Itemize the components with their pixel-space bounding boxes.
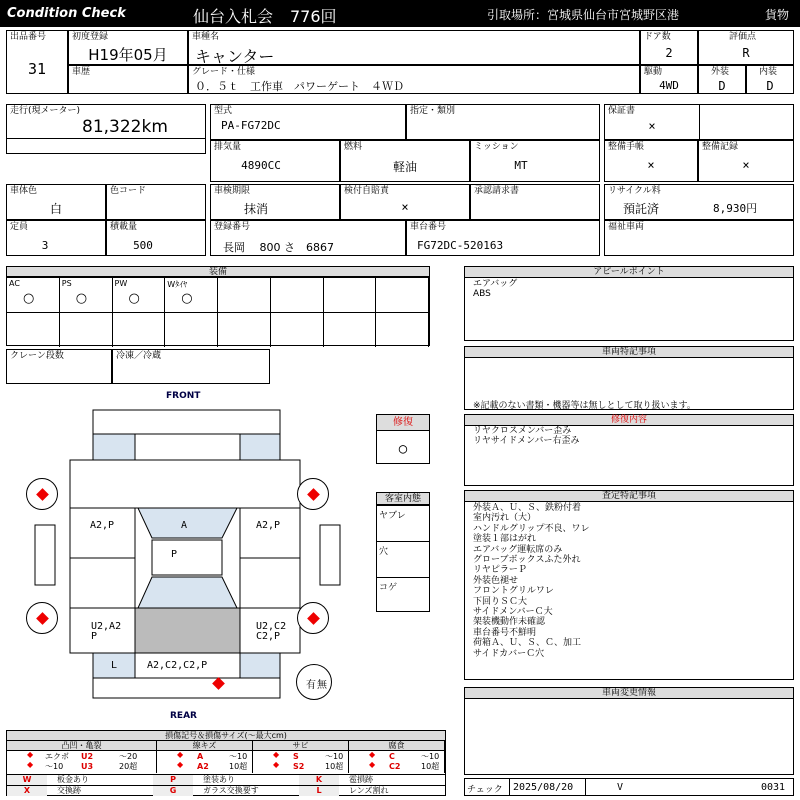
grade-cell: グレード・仕様 ０．５ｔ 工作車 パワーゲート ４ＷＤ xyxy=(188,65,640,94)
equipment-mark: ○ xyxy=(23,291,35,306)
legend-code xyxy=(299,774,445,785)
legend-diamond-icon: ◆ xyxy=(177,760,184,769)
check-mark: V xyxy=(617,782,624,793)
appeal-lines xyxy=(473,279,517,299)
legend-group-name: 腐食 xyxy=(349,741,444,751)
mark-rear-right-a: U2,C2 xyxy=(256,621,287,632)
legend-code-letter: X xyxy=(7,786,47,796)
int-grade: D xyxy=(766,79,774,93)
legend-cell: C2 xyxy=(389,762,401,771)
mission: MT xyxy=(514,159,528,172)
front-label: FRONT xyxy=(166,391,201,401)
car-name: キャンター xyxy=(195,47,275,66)
pickup-location: 引取場所：宮城県仙台市宮城野区港 xyxy=(487,8,680,22)
claim-cell: 承認請求書 xyxy=(470,184,600,220)
legend-diamond-icon: ◆ xyxy=(177,750,184,759)
legend-title: 損傷記号＆損傷サイズ(〜最大cm) xyxy=(7,731,445,741)
text-line: ハンドルグリップ不良、ワレ xyxy=(473,523,590,534)
spare-yes: 有 xyxy=(306,680,316,691)
mark-rear-bumper: A2,C2,C2,P xyxy=(147,660,208,671)
color-cell: 車体色 白 xyxy=(6,184,106,220)
damage-legend xyxy=(6,730,446,796)
repair-lines xyxy=(473,426,579,446)
text-line: 車台番号不鮮明 xyxy=(473,627,537,638)
legend-cell: 10超 xyxy=(325,762,344,771)
equipment-slot xyxy=(7,312,60,347)
insurance: × xyxy=(401,200,409,214)
spare-no: 無 xyxy=(317,680,327,691)
lot-number: 31 xyxy=(27,60,47,78)
equipment-box xyxy=(6,266,430,346)
legend-cell: S xyxy=(293,752,299,761)
legend-code xyxy=(7,785,153,796)
legend-cell: 〜10 xyxy=(45,762,64,771)
text-line: 塗装１部はがれ xyxy=(473,534,537,545)
equipment-label: PW xyxy=(114,279,128,288)
text-line: 外装色褪せ xyxy=(473,575,519,586)
legend-code-meaning: 雹損跡 xyxy=(349,775,373,784)
manual-cell: 整備手帳 × xyxy=(604,140,698,182)
equipment-slot xyxy=(271,312,324,347)
legend-code-letter: P xyxy=(153,775,193,785)
recycle-cell: リサイクル料 預託済 8,930円 xyxy=(604,184,794,220)
text-line: リヤピラーＰ xyxy=(473,565,527,576)
legend-cell: 10超 xyxy=(229,762,248,771)
color-code-cell: 色コード xyxy=(106,184,206,220)
equipment-slot xyxy=(271,277,324,312)
fuel: 軽油 xyxy=(392,160,417,174)
interior-row-label: 穴 xyxy=(379,547,389,557)
interior-row-label: コゲ xyxy=(379,583,398,593)
body-color: 白 xyxy=(49,202,62,216)
equipment-label: Wﾀｲﾔ xyxy=(167,280,188,289)
inspection-cell: 車検期限 抹消 xyxy=(210,184,340,220)
mark-roof: P xyxy=(171,549,178,560)
text-line: リヤサイドメンバー右歪み xyxy=(473,436,580,446)
text-line: エアバッグ xyxy=(473,279,518,289)
legend-code-meaning: 板金あり xyxy=(57,775,89,784)
check-row xyxy=(464,778,794,796)
equipment-slot xyxy=(7,277,60,312)
legend-code xyxy=(7,774,153,785)
legend-cell: 〜20 xyxy=(119,752,138,761)
repair-contents-title: 修復内容 xyxy=(465,415,793,426)
reg-no-cell: 登録番号 長岡 800 さ 6867 xyxy=(210,220,406,256)
legend-cell: U3 xyxy=(81,762,94,771)
record: × xyxy=(742,158,750,172)
designation-cell: 指定・類別 xyxy=(406,104,600,140)
spare-tire xyxy=(203,668,235,700)
freezer-cell: 冷凍／冷蔵 xyxy=(112,349,270,384)
vehicle-type: 貨物 xyxy=(765,8,790,22)
equipment-slot xyxy=(165,312,218,347)
legend-diamond-icon: ◆ xyxy=(273,760,280,769)
displacement: 4890CC xyxy=(241,159,281,172)
legend-cell: エクボ xyxy=(45,752,69,761)
interior-row xyxy=(377,505,429,541)
legend-group xyxy=(253,741,349,773)
inspector-lines xyxy=(473,503,589,659)
warranty: × xyxy=(648,119,656,133)
changes-title: 車両変更情報 xyxy=(465,688,793,699)
changes-box xyxy=(464,687,794,775)
equipment-slot xyxy=(324,312,377,347)
equipment-slot xyxy=(376,277,429,312)
record-cell: 整備記録 × xyxy=(698,140,794,182)
equipment-slot xyxy=(60,312,113,347)
repair-label: 修復 xyxy=(377,415,429,431)
rating: R xyxy=(742,46,750,60)
equipment-label: PS xyxy=(61,279,72,288)
mark-rear-right-b: C2,P xyxy=(256,631,281,642)
drive-cell: 駆動 4WD xyxy=(640,65,698,94)
reg-no: 長岡 800 さ 6867 xyxy=(223,241,334,254)
tire-rear-left xyxy=(26,602,58,634)
text-line: 室内汚れ（大） xyxy=(473,513,537,524)
mark-rear-left-a: U2,A2 xyxy=(91,621,122,632)
legend-code-meaning: レンズ割れ xyxy=(349,786,389,795)
mileage: 81,322km xyxy=(82,117,168,137)
equipment-slot xyxy=(218,277,271,312)
mission-cell: ミッション MT xyxy=(470,140,600,182)
legend-cell: 10超 xyxy=(421,762,440,771)
first-reg: H19年05月 xyxy=(88,46,168,64)
warranty-cell: 保証書 × xyxy=(604,104,794,140)
interior-title: 客室内態 xyxy=(377,493,429,505)
equipment-slot xyxy=(218,312,271,347)
capacity-cell: 定員 3 xyxy=(6,220,106,256)
legend-group xyxy=(349,741,445,773)
text-line: グローブボックスふた外れ xyxy=(473,555,581,566)
session: 776回 xyxy=(290,7,337,26)
mileage-cell: 走行(現メーター) 81,322km xyxy=(6,104,206,154)
int-cell: 内装 D xyxy=(746,65,794,94)
load: 500 xyxy=(133,239,153,252)
appeal-box xyxy=(464,266,794,341)
header-left: Condition Check xyxy=(7,6,126,21)
notes-line: ※記載のない書類・機器等は無しとして取り扱います。 xyxy=(473,401,696,411)
equipment-slot xyxy=(324,277,377,312)
legend-diamond-icon: ◆ xyxy=(27,750,34,759)
grade: ０．５ｔ 工作車 パワーゲート ４ＷＤ xyxy=(195,80,404,93)
appeal-title: アピールポイント xyxy=(465,267,793,278)
legend-cell: A xyxy=(197,752,204,761)
legend-code xyxy=(153,785,299,796)
equipment-mark: ○ xyxy=(128,291,140,306)
legend-cell: S2 xyxy=(293,762,305,771)
legend-code-letter: G xyxy=(153,786,193,796)
interior-row-label: ヤブレ xyxy=(379,511,406,521)
tire-front-right xyxy=(297,478,329,510)
check-date: 2025/08/20 xyxy=(513,782,574,793)
legend-code-letter: W xyxy=(7,775,47,785)
recycle-status: 預託済 xyxy=(623,202,660,216)
model-cell: 型式 PA-FG72DC xyxy=(210,104,406,140)
legend-cell: 〜10 xyxy=(229,752,248,761)
text-line: リヤクロスメンバー歪み xyxy=(473,426,572,436)
equipment-mark: ○ xyxy=(75,291,88,306)
load-cell: 積載量 500 xyxy=(106,220,206,256)
interior-box xyxy=(376,492,430,612)
ext-grade: D xyxy=(718,79,726,93)
legend-code xyxy=(153,774,299,785)
legend-group-name: サビ xyxy=(253,741,348,751)
text-line: 外装Ａ、Ｕ、Ｓ、鉄粉付着 xyxy=(473,503,582,513)
legend-group-name: 線キズ xyxy=(157,741,252,751)
interior-row xyxy=(377,541,429,577)
legend-cell: U2 xyxy=(81,752,94,761)
inspector-title: 査定特記事項 xyxy=(465,491,793,502)
tire-rear-right xyxy=(297,602,329,634)
first-reg-cell: 初度登録 H19年05月 xyxy=(68,30,188,65)
equipment-slot xyxy=(113,277,166,312)
crane-cell: クレーン段数 xyxy=(6,349,112,384)
equipment-slot xyxy=(60,277,113,312)
check-number: 0031 xyxy=(761,782,786,793)
inspector-box xyxy=(464,490,794,680)
equipment-slot xyxy=(376,312,429,347)
ext-cell: 外装 D xyxy=(698,65,746,94)
doors: 2 xyxy=(665,46,673,60)
legend-code-meaning: ガラス交換要す xyxy=(203,786,259,795)
legend-diamond-icon: ◆ xyxy=(369,750,376,759)
legend-group xyxy=(7,741,157,773)
welfare-cell: 福祉車両 xyxy=(604,220,794,256)
lot-cell: 出品番号 31 xyxy=(6,30,68,94)
text-line: サイドメンバーＣ大 xyxy=(473,607,553,618)
legend-group-name: 凸凹・亀裂 xyxy=(7,741,156,751)
legend-code-meaning: 交換跡 xyxy=(57,786,81,795)
repair-contents-box xyxy=(464,414,794,486)
repair-mark: ○ xyxy=(398,441,408,457)
legend-cell: 20超 xyxy=(119,762,138,771)
check-label: チェック xyxy=(467,785,503,795)
legend-code xyxy=(299,785,445,796)
notes-box xyxy=(464,346,794,410)
equipment-label: AC xyxy=(9,279,20,288)
legend-group xyxy=(157,741,253,773)
legend-code-meaning: 塗装あり xyxy=(203,775,235,784)
text-line: エアバッグ運転席のみ xyxy=(473,544,563,555)
notes-title: 車両特記事項 xyxy=(465,347,793,358)
equipment-title: 装備 xyxy=(7,267,429,277)
displacement-cell: 排気量 4890CC xyxy=(210,140,340,182)
legend-cell: A2 xyxy=(197,762,209,771)
text-line: ABS xyxy=(473,289,491,299)
fuel-cell: 燃料 軽油 xyxy=(340,140,470,182)
equipment-mark: ○ xyxy=(181,291,193,306)
rating-cell: 評価点 R xyxy=(698,30,794,65)
legend-diamond-icon: ◆ xyxy=(369,760,376,769)
rear-label: REAR xyxy=(170,711,197,721)
manual: × xyxy=(647,158,655,172)
repair-box xyxy=(376,414,430,464)
legend-cell: 〜10 xyxy=(421,752,440,761)
text-line: フロントグリルワレ xyxy=(473,586,554,597)
mark-front-left: A2,P xyxy=(90,520,115,531)
text-line: 下回りＳＣ大 xyxy=(473,596,528,607)
legend-cell: 〜10 xyxy=(325,752,344,761)
legend-diamond-icon: ◆ xyxy=(27,760,34,769)
mark-rear-left-bottom: L xyxy=(111,660,118,671)
header-bar xyxy=(0,0,800,27)
insurance-cell: 検付自賠責 × xyxy=(340,184,470,220)
doors-cell: ドア数 2 xyxy=(640,30,698,65)
chassis: FG72DC-520163 xyxy=(417,239,504,252)
legend-cell: C xyxy=(389,752,395,761)
car-name-cell: 車種名 キャンター xyxy=(188,30,640,65)
interior-row xyxy=(377,577,429,613)
capacity: 3 xyxy=(41,239,49,252)
legend-diamond-icon: ◆ xyxy=(273,750,280,759)
chassis-cell: 車台番号 FG72DC-520163 xyxy=(406,220,600,256)
text-line: 荷箱Ａ、Ｕ、Ｓ、Ｃ、加工 xyxy=(473,638,582,649)
mark-front-right: A2,P xyxy=(256,520,281,531)
mark-windshield: A xyxy=(181,520,188,531)
model: PA-FG72DC xyxy=(221,119,281,132)
auction-name: 仙台入札会 xyxy=(193,7,274,26)
drive: 4WD xyxy=(659,79,679,92)
equipment-slot xyxy=(165,277,218,312)
legend-code-letter: K xyxy=(299,775,339,785)
text-line: 架装機動作未確認 xyxy=(473,617,546,628)
mark-rear-left-b: P xyxy=(91,631,98,642)
inspection: 抹消 xyxy=(243,202,268,216)
spare-tire-indicator xyxy=(296,664,336,700)
tire-front-left xyxy=(26,478,58,510)
recycle-amount: 8,930円 xyxy=(713,202,758,215)
legend-code-letter: L xyxy=(299,786,339,796)
history-cell: 車歴 xyxy=(68,65,188,94)
equipment-slot xyxy=(113,312,166,347)
text-line: サイドカバーＣ穴 xyxy=(473,648,545,659)
